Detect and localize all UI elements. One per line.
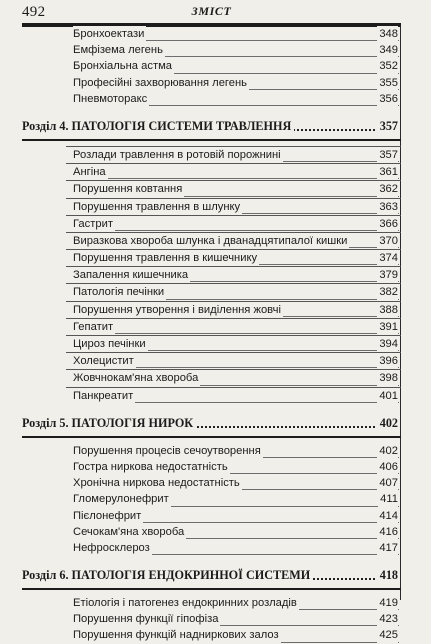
entry-page-number: 417 [377, 540, 398, 556]
toc-entry [66, 146, 401, 163]
toc-entry [0, 540, 431, 556]
entry-page-number: 349 [377, 42, 398, 58]
section-rule [22, 588, 401, 590]
toc-entry [66, 198, 401, 215]
toc-entry [0, 75, 431, 91]
entry-title: Розлади травлення в ротовій порожнині [73, 147, 283, 163]
entry-title: Гостра ниркова недостатність [73, 459, 230, 475]
entry-underline [73, 230, 399, 231]
toc-entry [66, 352, 401, 369]
entry-page-number: 382 [377, 284, 398, 300]
toc-entry [0, 627, 431, 643]
entry-page-number: 388 [377, 302, 398, 318]
toc-entry [0, 524, 431, 540]
toc-entry [0, 443, 431, 459]
section-title: Розділ 5. ПАТОЛОГІЯ НИРОК [22, 413, 196, 433]
section-page-number: 357 [377, 116, 398, 136]
entry-title: Цироз печінки [73, 336, 148, 352]
entry-page-number: 366 [377, 216, 398, 232]
entry-title: Хронічна ниркова недостатність [73, 475, 242, 491]
entry-page-number: 401 [377, 388, 398, 404]
entry-title: Емфізема легень [73, 42, 165, 58]
toc-entry [66, 215, 401, 232]
entry-title: Пієлонефрит [73, 508, 143, 524]
entry-page-number: 394 [377, 336, 398, 352]
table-of-contents [0, 26, 431, 644]
entry-title: Пневмоторакс [73, 91, 149, 107]
entry-page-number: 374 [377, 250, 398, 266]
entry-title: Гепатит [73, 319, 115, 335]
entry-underline [73, 333, 399, 334]
entry-page-number: 423 [377, 611, 398, 627]
toc-entry [66, 335, 401, 352]
section-heading [0, 565, 431, 585]
entry-title: Порушення процесів сечоутворення [73, 443, 263, 459]
entry-title: Ангіна [73, 164, 108, 180]
entry-page-number: 355 [377, 75, 398, 91]
entry-page-number: 357 [377, 147, 398, 163]
entry-title: Професійні захворювання легень [73, 75, 249, 91]
entry-title: Гастрит [73, 216, 115, 232]
entry-title: Виразкова хвороба шлунка і дванадцятипалої кишки [73, 233, 349, 249]
entry-title: Бронхіальна астма [73, 58, 174, 74]
toc-entry [0, 595, 431, 611]
entry-title: Сечокам'яна хвороба [73, 524, 186, 540]
entry-page-number: 363 [377, 199, 398, 215]
entry-title: Порушення травлення в кишечнику [73, 250, 259, 266]
entry-page-number: 370 [377, 233, 398, 249]
section-title: Розділ 6. ПАТОЛОГІЯ ЕНДОКРИННОЇ СИСТЕМИ [22, 565, 313, 585]
entry-title: Порушення травлення в шлунку [73, 199, 242, 215]
entry-page-number: 406 [377, 459, 398, 475]
entry-underline [73, 178, 399, 179]
toc-entry [66, 249, 401, 266]
section-title: Розділ 4. ПАТОЛОГІЯ СИСТЕМИ ТРАВЛЕННЯ [22, 116, 294, 136]
entry-title: Патологія печінки [73, 284, 166, 300]
entry-title: Порушення функцій надниркових залоз [73, 627, 281, 643]
entry-title: Жовчнокам'яна хвороба [73, 370, 200, 386]
entry-page-number: 407 [377, 475, 398, 491]
entry-page-number: 396 [377, 353, 398, 369]
entry-page-number: 352 [377, 58, 398, 74]
entry-title: Панкреатит [73, 388, 135, 404]
toc-entry [0, 42, 431, 58]
entry-page-number: 425 [377, 627, 398, 643]
entry-page-number: 416 [377, 524, 398, 540]
toc-entry [0, 475, 431, 491]
toc-entry [0, 91, 431, 107]
toc-entry [66, 163, 401, 180]
entry-page-number: 398 [377, 370, 398, 386]
section-heading [0, 413, 431, 433]
page-number: 492 [22, 4, 46, 20]
entry-title: Етіологія і патогенез ендокринних розладів [73, 595, 299, 611]
toc-entry [0, 491, 431, 507]
entry-title: Нефросклероз [73, 540, 152, 556]
entry-title: Порушення утворення і виділення жовчі [73, 302, 283, 318]
section-rule [22, 139, 401, 141]
entry-page-number: 402 [377, 443, 398, 459]
toc-entry [66, 180, 401, 197]
toc-entry [66, 318, 401, 335]
toc-entry [66, 266, 401, 283]
section-rule [22, 436, 401, 438]
entry-page-number: 411 [378, 491, 398, 507]
entry-page-number: 419 [377, 595, 398, 611]
section-heading [0, 116, 431, 136]
entry-page-number: 379 [377, 267, 398, 283]
entry-title: Гломерулонефрит [73, 491, 171, 507]
running-header [22, 4, 401, 24]
section-page-number: 402 [377, 413, 398, 433]
toc-entry [66, 232, 401, 249]
toc-entry [66, 283, 401, 300]
toc-entry [0, 611, 431, 627]
entry-page-number: 361 [377, 164, 398, 180]
entry-title: Бронхоектази [73, 26, 146, 42]
toc-entry [0, 26, 431, 42]
entry-title: Запалення кишечника [73, 267, 190, 283]
toc-entry [0, 459, 431, 475]
toc-entry [0, 58, 431, 74]
toc-entry [0, 508, 431, 524]
entry-page-number: 362 [377, 181, 398, 197]
entry-page-number: 348 [377, 26, 398, 42]
running-title: ЗМІСТ [191, 4, 232, 18]
entry-title: Холецистит [73, 353, 136, 369]
entry-page-number: 356 [377, 91, 398, 107]
entry-title: Порушення ковтання [73, 181, 184, 197]
section-page-number: 418 [377, 565, 398, 585]
toc-entry [66, 387, 401, 404]
entry-page-number: 414 [377, 508, 398, 524]
toc-entry [66, 369, 401, 386]
toc-entry [66, 301, 401, 318]
entry-title: Порушення функції гіпофіза [73, 611, 220, 627]
entry-page-number: 391 [377, 319, 398, 335]
